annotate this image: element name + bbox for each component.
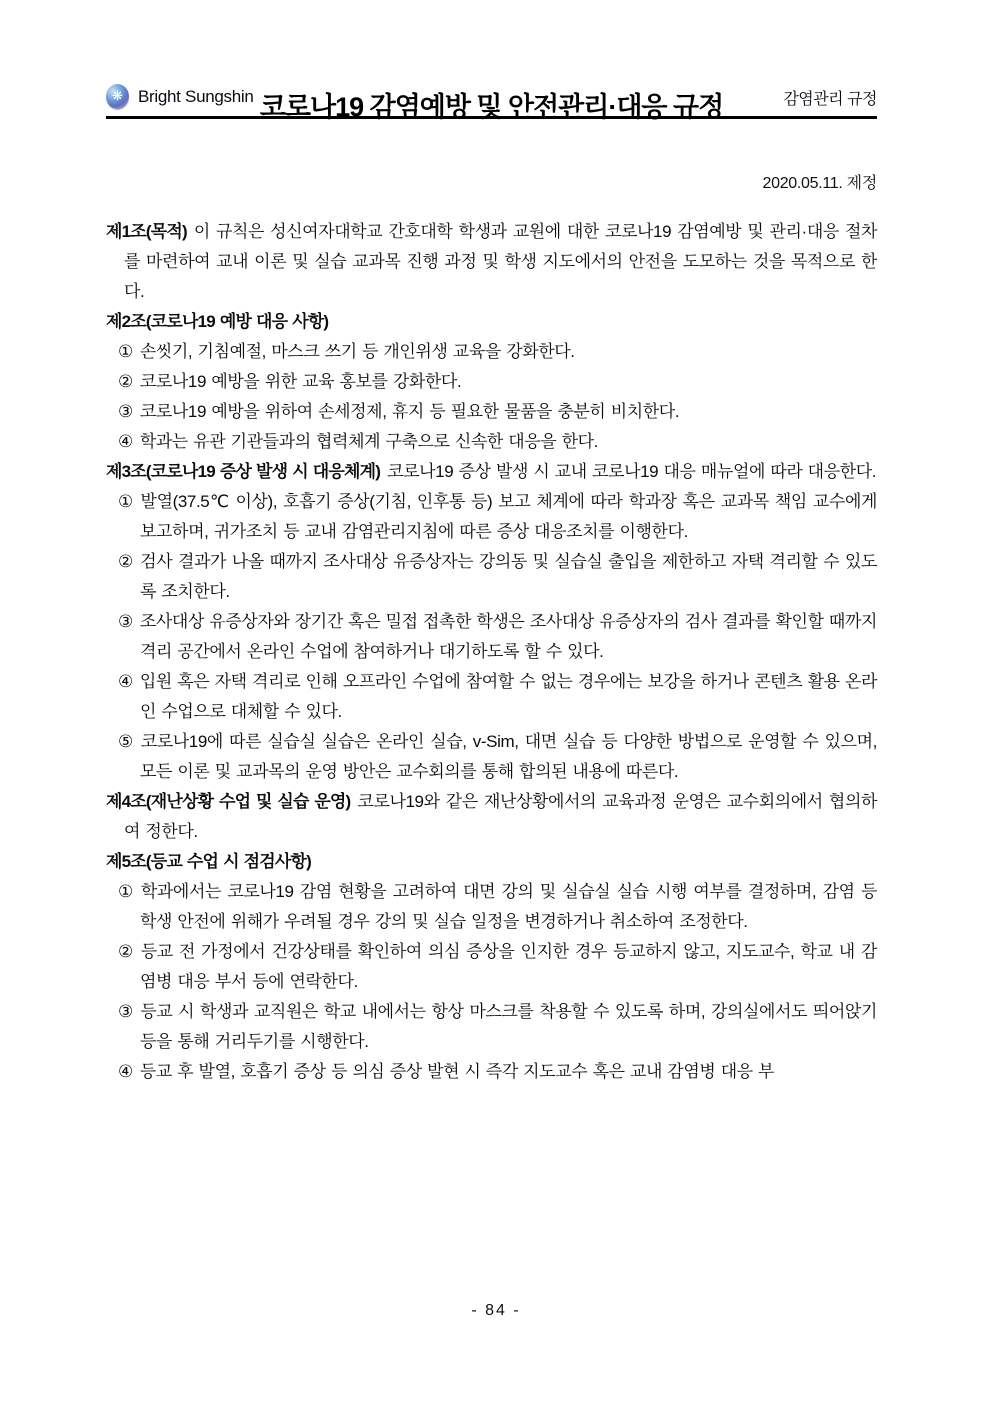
document-body xyxy=(106,217,877,1087)
article-5-heading: 제5조(등교 수업 시 점검사항) xyxy=(106,852,311,871)
page-number: - 84 - xyxy=(471,1302,521,1319)
article-4-heading: 제4조(재난상황 수업 및 실습 운영) xyxy=(106,792,351,811)
article-5-item-1 xyxy=(118,877,877,937)
item-number: ② xyxy=(118,372,133,391)
article-2-item-4 xyxy=(118,427,877,457)
bright-sungshin-logo-icon xyxy=(106,84,129,109)
item-text: 입원 혹은 자택 격리로 인해 오프라인 수업에 참여할 수 없는 경우에는 보강을 하거나 콘텐츠 활용 온라인 수업으로 대체할 수 있다. xyxy=(139,672,878,721)
item-number: ④ xyxy=(118,1062,133,1081)
item-number: ③ xyxy=(118,1002,134,1021)
article-2-item-2 xyxy=(118,367,877,397)
item-text: 등교 전 가정에서 건강상태를 확인하여 의심 증상을 인지한 경우 등교하지 않고, 지도교수, 학교 내 감염병 대응 부서 등에 연락한다. xyxy=(140,942,877,991)
article-2 xyxy=(106,307,877,337)
article-3-item-5 xyxy=(118,727,877,787)
item-text: 코로나19 예방을 위한 교육 홍보를 강화한다. xyxy=(139,372,462,391)
article-3-item-3 xyxy=(118,607,877,667)
article-3-text: 코로나19 증상 발생 시 교내 코로나19 대응 매뉴얼에 따라 대응한다. xyxy=(387,462,877,481)
article-3 xyxy=(106,457,877,487)
article-2-item-1 xyxy=(118,337,877,367)
item-number: ③ xyxy=(118,612,133,631)
item-text: 코로나19에 따른 실습실 실습은 온라인 실습, v-Sim, 대면 실습 등 다양한 방법으로 운영할 수 있으며, 모든 이론 및 교과목의 운영 방안은 교수회의를 통해 합의된 내용에 따른다. xyxy=(140,732,877,781)
item-text: 발열(37.5℃ 이상), 호흡기 증상(기침, 인후통 등) 보고 체계에 따라 학과장 혹은 교과목 책임 교수에게 보고하며, 귀가조치 등 교내 감염관리지침에 따른 증상 대응조치를 이행한다. xyxy=(140,492,877,541)
letterhead xyxy=(106,84,254,109)
item-number: ⑤ xyxy=(118,732,134,751)
article-4 xyxy=(106,787,877,847)
item-text: 검사 결과가 나올 때까지 조사대상 유증상자는 강의동 및 실습실 출입을 제한하고 자택 격리할 수 있도록 조치한다. xyxy=(140,552,877,601)
article-5-item-2 xyxy=(118,937,877,997)
page-header xyxy=(106,84,877,119)
article-5 xyxy=(106,847,877,877)
article-4-text: 코로나19와 같은 재난상황에서의 교육과정 운영은 교수회의에서 협의하여 정한다. xyxy=(124,792,878,841)
item-text: 등교 후 발열, 호흡기 증상 등 의심 증상 발현 시 즉각 지도교수 혹은 교내 감염병 대응 부 xyxy=(139,1062,775,1081)
item-text: 조사대상 유증상자와 장기간 혹은 밀접 접촉한 학생은 조사대상 유증상자의 검사 결과를 확인할 때까지 격리 공간에서 온라인 수업에 참여하거나 대기하도록 할 수 있다. xyxy=(139,612,877,661)
item-number: ② xyxy=(118,552,134,571)
article-2-item-3 xyxy=(118,397,877,427)
item-number: ① xyxy=(118,492,134,511)
item-number: ③ xyxy=(118,402,133,421)
item-text: 학과는 유관 기관들과의 협력체계 구축으로 신속한 대응을 한다. xyxy=(139,432,599,451)
article-1-heading: 제1조(목적) xyxy=(106,222,187,241)
header-doc-label: 감염관리 규정 xyxy=(783,91,877,108)
item-text: 학과에서는 코로나19 감염 현황을 고려하여 대면 강의 및 실습실 실습 시행 여부를 결정하며, 감염 등 학생 안전에 위해가 우려될 경우 강의 및 실습 일정을 변경하거나 취소하여 조정한다. xyxy=(140,882,877,931)
article-2-heading: 제2조(코로나19 예방 대응 사항) xyxy=(106,312,329,331)
article-3-heading: 제3조(코로나19 증상 발생 시 대응체계) xyxy=(106,462,381,481)
article-3-item-4 xyxy=(118,667,877,727)
enactment-date: 2020.05.11. 제정 xyxy=(762,175,877,192)
item-number: ② xyxy=(118,942,134,961)
document-title: 코로나19 감염예방 및 안전관리·대응 규정 xyxy=(259,92,724,122)
item-number: ① xyxy=(118,342,133,361)
article-1-text: 이 규칙은 성신여자대학교 간호대학 학생과 교원에 대한 코로나19 감염예방 및 관리·대응 절차를 마련하여 교내 이론 및 실습 교과목 진행 과정 및 학생 지도에서의 안전을 도모하는 것을 목적으로 한다. xyxy=(124,222,877,301)
brand-name: Bright Sungshin xyxy=(138,86,254,106)
article-5-item-3 xyxy=(118,997,877,1057)
snowflake-tree-glyph: ❋ xyxy=(112,88,123,103)
article-3-item-1 xyxy=(118,487,877,547)
article-3-item-2 xyxy=(118,547,877,607)
article-1 xyxy=(106,217,877,307)
item-text: 코로나19 예방을 위하여 손세정제, 휴지 등 필요한 물품을 충분히 비치한다. xyxy=(139,402,680,421)
item-number: ④ xyxy=(118,672,133,691)
article-5-item-4 xyxy=(118,1057,877,1087)
item-text: 등교 시 학생과 교직원은 학교 내에서는 항상 마스크를 착용할 수 있도록 하며, 강의실에서도 띄어앉기 등을 통해 거리두기를 시행한다. xyxy=(140,1002,877,1051)
item-number: ① xyxy=(118,882,134,901)
item-number: ④ xyxy=(118,432,133,451)
item-text: 손씻기, 기침예절, 마스크 쓰기 등 개인위생 교육을 강화한다. xyxy=(139,342,575,361)
